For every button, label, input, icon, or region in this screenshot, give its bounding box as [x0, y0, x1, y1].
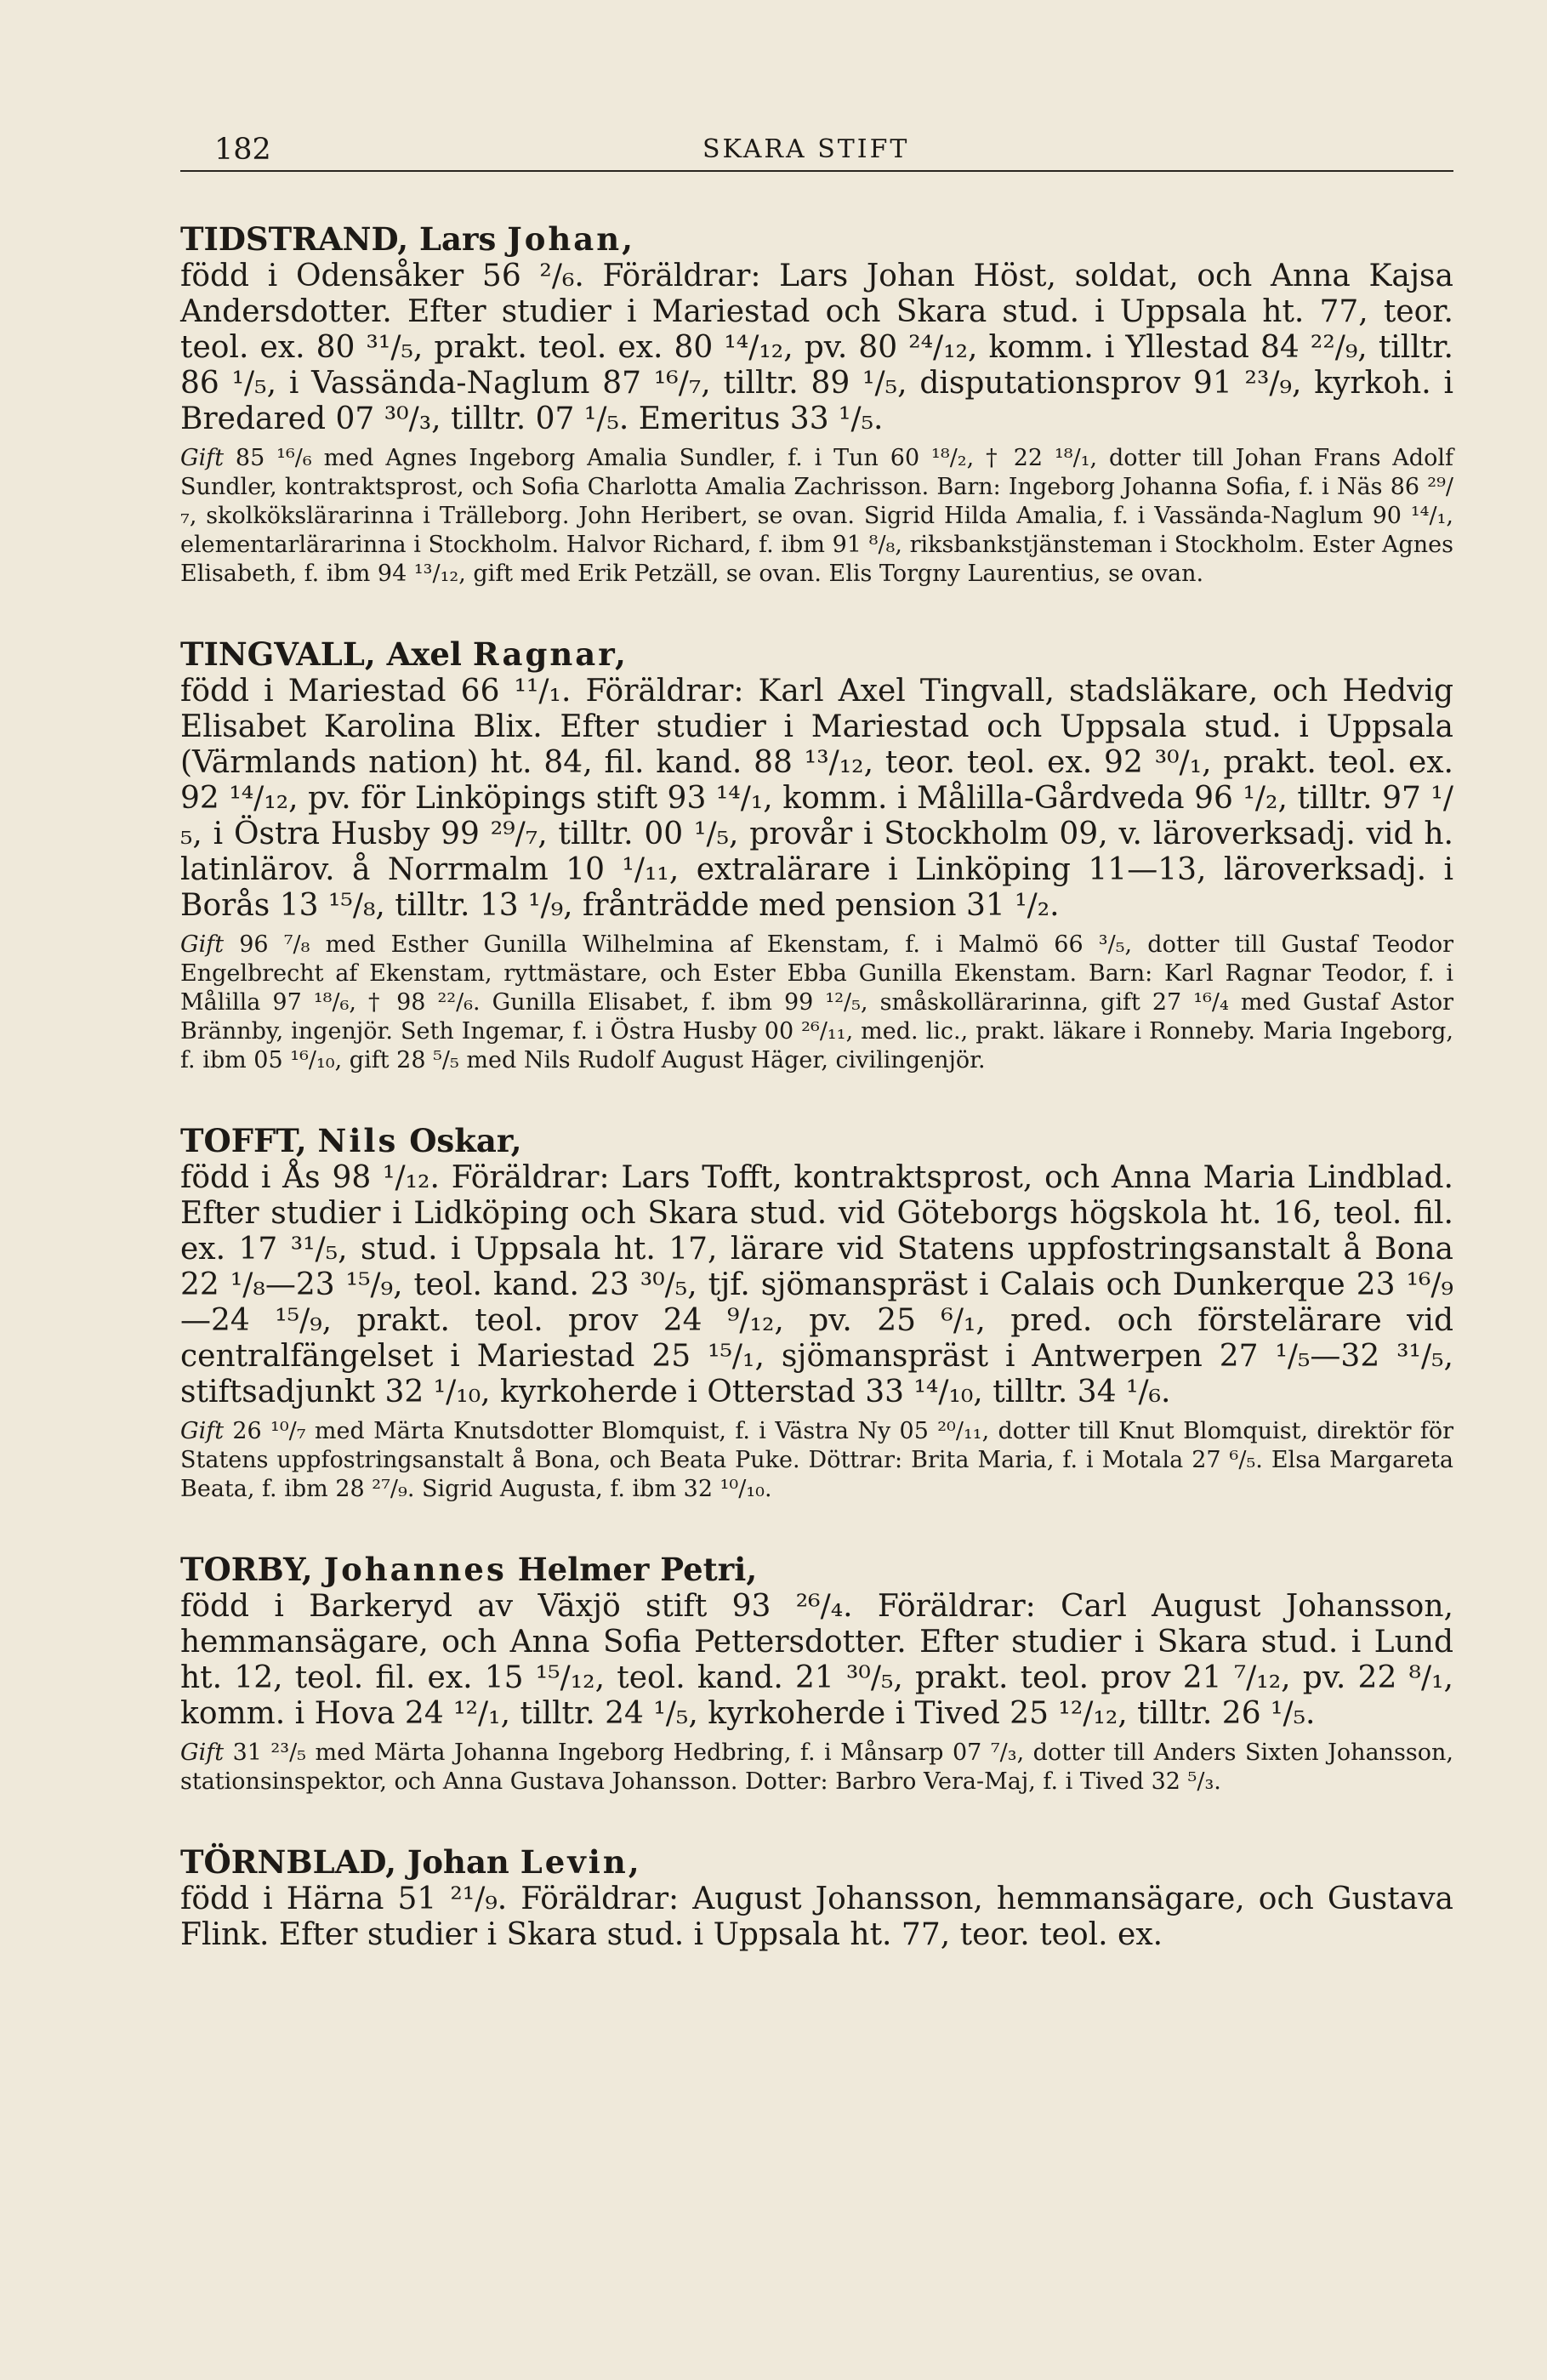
entry-text: född i Mariestad 66 ¹¹/₁. Föräldrar: Karl Axel Tingvall, stadsläkare, och Hedvig Elisabet Karolina Blix. Efter studier i Mariestad och Uppsala stud. i Uppsala (Värmlands nation) ht. 84, fil. kand. 88 ¹³/₁₂, teor. teol. ex. 92 ³⁰/₁, prakt. teol. ex. 92 ¹⁴/₁₂, pv. för Linköpings stift 93 ¹⁴/₁, komm. i Målilla-Gårdveda 96 ¹/₂, tilltr. 97 ¹/₅, i Östra Husby 99 ²⁹/₇, tilltr. 00 ¹/₅, provår i Stockholm 09, v. läroverksadj. vid h. latinlärov. å Norrmalm 10 ¹/₁₁, extralärare i Linköping 11—13, läroverksadj. i Borås 13 ¹⁵/₈, tilltr. 13 ¹/₉, frånträdde med pension 31 ¹/₂. — [180, 674, 1453, 923]
entry-first-name: Ragnar, — [472, 635, 628, 673]
entry-first-name: Johannes — [323, 1551, 507, 1588]
entry-middle-names: Helmer Petri, — [517, 1551, 758, 1588]
running-title: SKARA STIFT — [702, 134, 910, 164]
entry-family — [180, 444, 1453, 589]
page-header — [180, 126, 1453, 172]
entry-body — [180, 1552, 1453, 1732]
biography-entry — [180, 636, 1453, 1075]
entry-given-names: Johan — [407, 1843, 509, 1881]
entry-body — [180, 1844, 1453, 1953]
family-label: Gift — [180, 1418, 225, 1444]
entry-body — [180, 1123, 1453, 1410]
entry-surname: TINGVALL, — [180, 635, 376, 673]
page-number: 182 — [214, 133, 271, 167]
entry-given-names: Axel — [386, 635, 462, 673]
entry-first-name: Nils — [317, 1122, 399, 1159]
entry-family — [180, 1739, 1453, 1796]
entry-heading — [180, 1551, 757, 1588]
entry-heading — [180, 635, 628, 673]
biography-entry — [180, 1844, 1453, 1953]
family-text: 26 ¹⁰/₇ med Märta Knutsdotter Blomquist, f. i Västra Ny 05 ²⁰/₁₁, dotter till Knut Blomquist, direktör för Statens uppfostringsanstalt å Bona, och Beata Puke. Döttrar: Brita Maria, f. i Motala 27 ⁶/₅. Elsa Margareta Beata, f. ibm 28 ²⁷/₉. Sigrid Augusta, f. ibm 32 ¹⁰/₁₀. — [180, 1418, 1453, 1502]
family-text: 31 ²³/₅ med Märta Johanna Ingeborg Hedbring, f. i Månsarp 07 ⁷/₃, dotter till Anders Sixten Johansson, stationsinspektor, och Anna Gustava Johansson. Dotter: Barbro Vera-Maj, f. i Tived 32 ⁵/₃. — [180, 1739, 1453, 1795]
entry-first-name: Levin, — [520, 1843, 642, 1881]
biography-entry — [180, 1552, 1453, 1796]
entry-heading — [180, 220, 635, 258]
entry-surname: TIDSTRAND, — [180, 220, 409, 258]
family-label: Gift — [180, 931, 225, 958]
biography-entry — [180, 221, 1453, 589]
entry-first-name: Johan, — [507, 220, 636, 258]
entry-body — [180, 221, 1453, 437]
entry-text: född i Barkeryd av Växjö stift 93 ²⁶/₄. Föräldrar: Carl August Johansson, hemmansägare, och Anna Sofia Pettersdotter. Efter studier i Skara stud. i Lund ht. 12, teol. fil. ex. 15 ¹⁵/₁₂, teol. kand. 21 ³⁰/₅, prakt. teol. prov 21 ⁷/₁₂, pv. 22 ⁸/₁, komm. i Hova 24 ¹²/₁, tilltr. 24 ¹/₅, kyrkoherde i Tived 25 ¹²/₁₂, tilltr. 26 ¹/₅. — [180, 1589, 1453, 1731]
family-text: 85 ¹⁶/₆ med Agnes Ingeborg Amalia Sundler, f. i Tun 60 ¹⁸/₂, † 22 ¹⁸/₁, dotter till Johan Frans Adolf Sundler, kontraktsprost, och Sofia Charlotta Amalia Zachrisson. Barn: Ingeborg Johanna Sofia, f. i Näs 86 ²⁹/₇, skolkökslärarinna i Trälleborg. John Heribert, se ovan. Sigrid Hilda Amalia, f. i Vassända-Naglum 90 ¹⁴/₁, elementarlärarinna i Stockholm. Halvor Richard, f. ibm 91 ⁸/₈, riksbankstjänsteman i Stockholm. Ester Agnes Elisabeth, f. ibm 94 ¹³/₁₂, gift med Erik Petzäll, se ovan. Elis Torgny Laurentius, se ovan. — [180, 445, 1453, 587]
entry-middle-names: Oskar, — [409, 1122, 522, 1159]
entry-surname: TÖRNBLAD, — [180, 1843, 396, 1881]
entry-given-names: Lars — [419, 220, 497, 258]
family-label: Gift — [180, 445, 225, 471]
entry-text: född i Odensåker 56 ²/₆. Föräldrar: Lars Johan Höst, soldat, och Anna Kajsa Andersdotter. Efter studier i Mariestad och Skara stud. i Uppsala ht. 77, teor. teol. ex. 80 ³¹/₅, prakt. teol. ex. 80 ¹⁴/₁₂, pv. 80 ²⁴/₁₂, komm. i Yllestad 84 ²²/₉, tilltr. 86 ¹/₅, i Vassända-Naglum 87 ¹⁶/₇, tilltr. 89 ¹/₅, disputationsprov 91 ²³/₉, kyrkoh. i Bredared 07 ³⁰/₃, tilltr. 07 ¹/₅. Emeritus 33 ¹/₅. — [180, 259, 1453, 436]
entry-text: född i Ås 98 ¹/₁₂. Föräldrar: Lars Tofft, kontraktsprost, och Anna Maria Lindblad. Efter studier i Lidköping och Skara stud. vid Göteborgs högskola ht. 16, teol. fil. ex. 17 ³¹/₅, stud. i Uppsala ht. 17, lärare vid Statens uppfostringsanstalt å Bona 22 ¹/₈—23 ¹⁵/₉, teol. kand. 23 ³⁰/₅, tjf. sjömanspräst i Calais och Dunkerque 23 ¹⁶/₉—24 ¹⁵/₉, prakt. teol. prov 24 ⁹/₁₂, pv. 25 ⁶/₁, pred. och förstelärare vid centralfängelset i Mariestad 25 ¹⁵/₁, sjömanspräst i Antwerpen 27 ¹/₅—32 ³¹/₅, stiftsadjunkt 32 ¹/₁₀, kyrkoherde i Otterstad 33 ¹⁴/₁₀, tilltr. 34 ¹/₆. — [180, 1160, 1453, 1409]
entry-surname: TORBY, — [180, 1551, 313, 1588]
entry-family — [180, 931, 1453, 1075]
entry-heading — [180, 1843, 642, 1881]
entry-family — [180, 1417, 1453, 1504]
biography-entry — [180, 1123, 1453, 1504]
entry-text: född i Härna 51 ²¹/₉. Föräldrar: August Johansson, hemmansägare, och Gustava Flink. Efter studier i Skara stud. i Uppsala ht. 77, teor. teol. ex. — [180, 1882, 1453, 1952]
entry-heading — [180, 1122, 522, 1159]
entry-surname: TOFFT, — [180, 1122, 307, 1159]
biography-entries — [180, 221, 1453, 1953]
family-text: 96 ⁷/₈ med Esther Gunilla Wilhelmina af Ekenstam, f. i Malmö 66 ³/₅, dotter till Gustaf Teodor Engelbrecht af Ekenstam, ryttmästare, och Ester Ebba Gunilla Ekenstam. Barn: Karl Ragnar Teodor, f. i Målilla 97 ¹⁸/₆, † 98 ²²/₆. Gunilla Elisabet, f. ibm 99 ¹²/₅, småskollärarinna, gift 27 ¹⁶/₄ med Gustaf Astor Brännby, ingenjör. Seth Ingemar, f. i Östra Husby 00 ²⁶/₁₁, med. lic., prakt. läkare i Ronneby. Maria Ingeborg, f. ibm 05 ¹⁶/₁₀, gift 28 ⁵/₅ med Nils Rudolf August Häger, civilingenjör. — [180, 931, 1453, 1073]
entry-body — [180, 636, 1453, 924]
family-label: Gift — [180, 1739, 225, 1766]
